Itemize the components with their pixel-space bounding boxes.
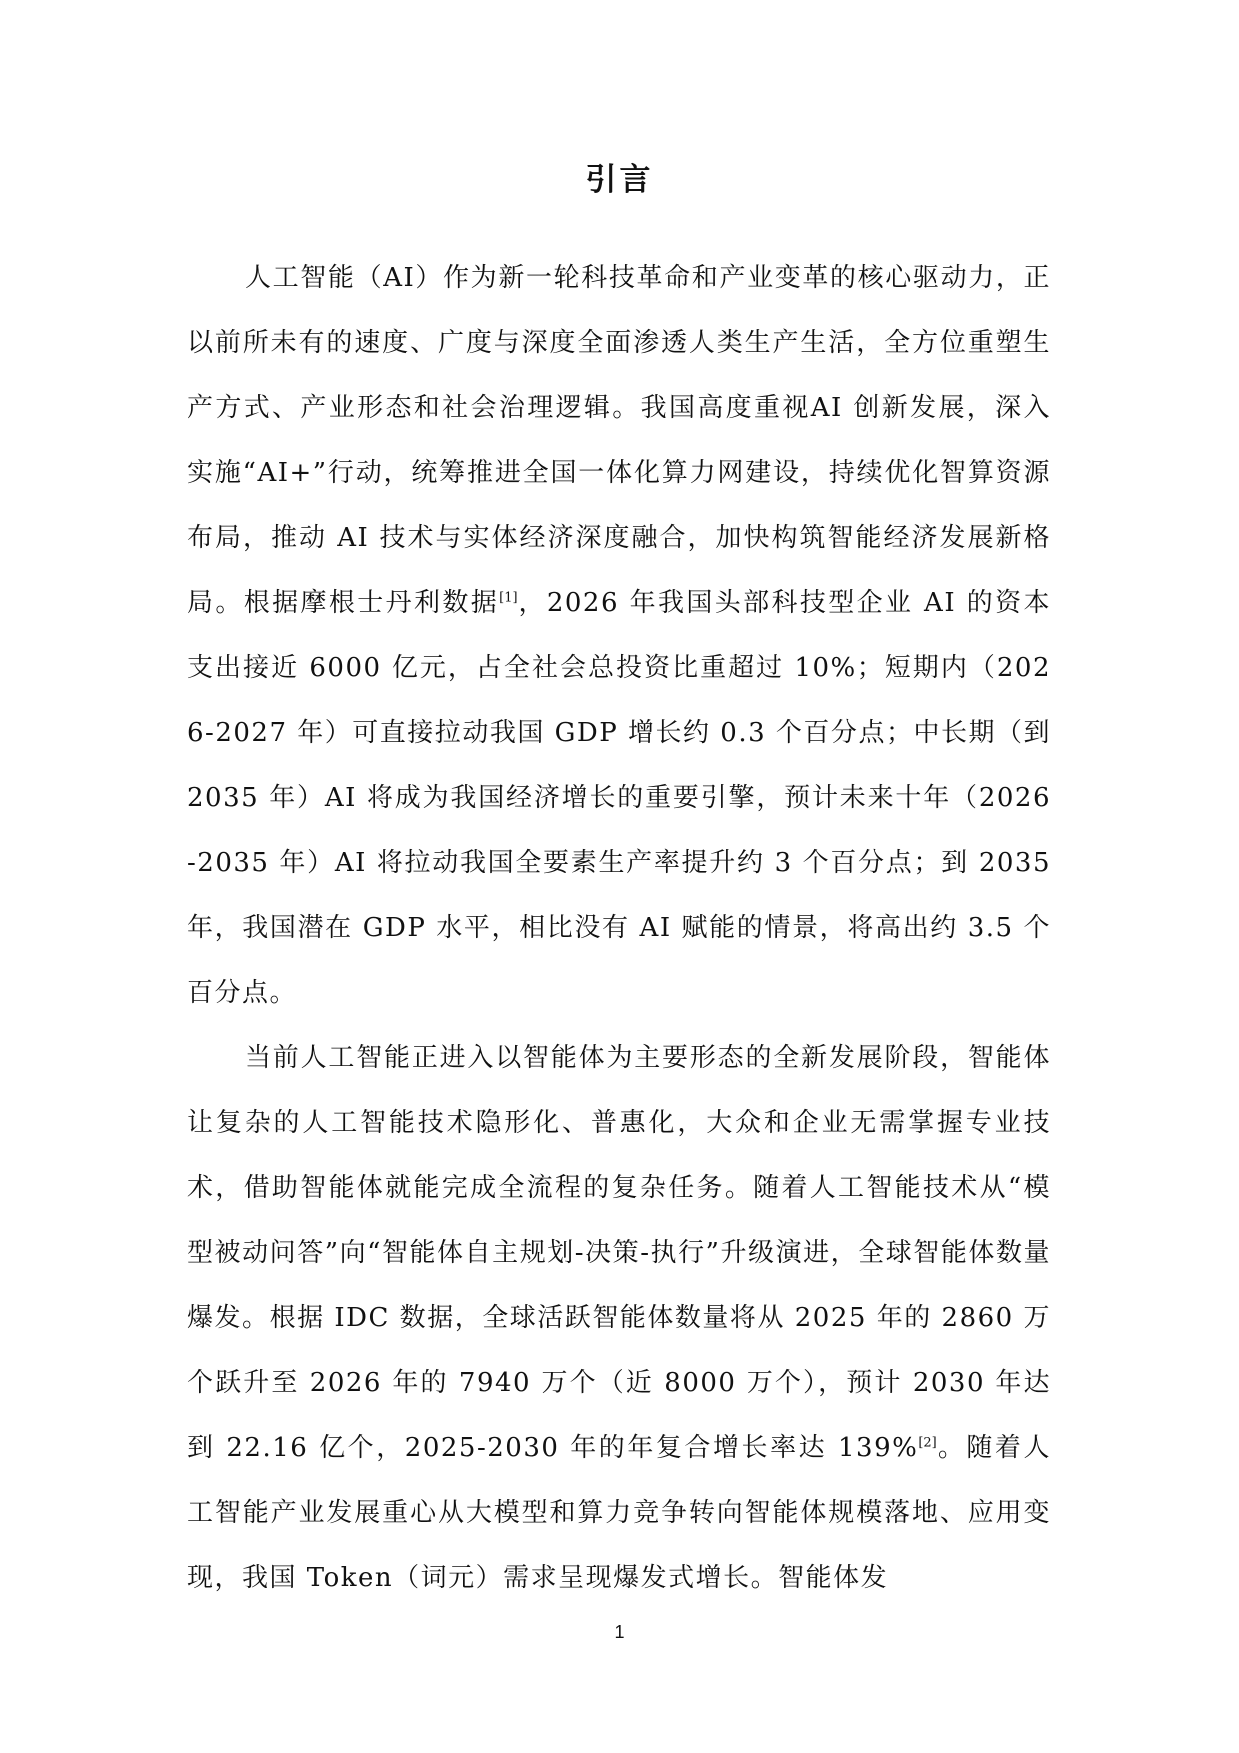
body-text xyxy=(187,246,1051,1611)
paragraph-2-text-b: 。随着人工智能产业发展重心从大模型和算力竞争转向智能体规模落地、应用变现，我国 Token（词元）需求呈现爆发式增长。智能体发 xyxy=(187,1433,1051,1593)
page-title: 引言 xyxy=(585,162,654,198)
paragraph-1-text-a: 人工智能（AI）作为新一轮科技革命和产业变革的核心驱动力，正以前所未有的速度、广度与深度全面渗透人类生产生活，全方位重塑生产方式、产业形态和社会治理逻辑。我国高度重视AI 创新发展，深入实施“AI+”行动，统筹推进全国一体化算力网建设，持续优化智算资源布局，推动 AI 技术与实体经济深度融合，加快构筑智能经济发展新格局。根据摩根士丹利数据 xyxy=(187,263,1051,618)
citation-1: [1] xyxy=(499,590,518,606)
paragraph-2-text-a: 当前人工智能正进入以智能体为主要形态的全新发展阶段，智能体让复杂的人工智能技术隐形化、普惠化，大众和企业无需掌握专业技术，借助智能体就能完成全流程的复杂任务。随着人工智能技术从“模型被动问答”向“智能体自主规划-决策-执行”升级演进，全球智能体数量爆发。根据 IDC 数据，全球活跃智能体数量将从 2025 年的 2860 万个跃升至 2026 年的 7940 万个（近 8000 万个），预计 2030 年达到 22.16 亿个，2025-2030 年的年复合增长率达 139% xyxy=(187,1043,1051,1463)
citation-2: [2] xyxy=(918,1435,937,1451)
paragraph-1-text-b: ，2026 年我国头部科技型企业 AI 的资本支出接近 6000 亿元，占全社会总投资比重超过 10%；短期内（2026-2027 年）可直接拉动我国 GDP 增长约 0.3 个百分点；中长期（到 2035 年）AI 将成为我国经济增长的重要引擎，预计未来十年（2026-2035 年）AI 将拉动我国全要素生产率提升约 3 个百分点；到 2035 年，我国潜在 GDP 水平，相比没有 AI 赋能的情景，将高出约 3.5 个百分点。 xyxy=(187,588,1051,1008)
paragraph-1 xyxy=(187,246,1051,1026)
page-number: 1 xyxy=(614,1622,625,1642)
paragraph-2 xyxy=(187,1026,1051,1611)
